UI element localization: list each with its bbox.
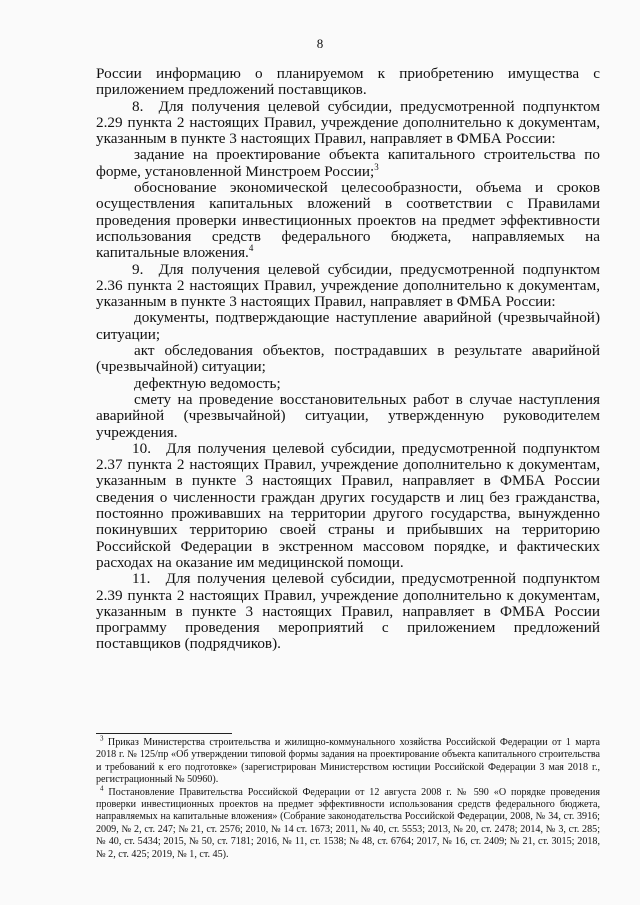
paragraph-emergency-documents: документы, подтверждающие наступление аварийной (чрезвычайной) ситуации; <box>96 309 600 343</box>
footnote-divider <box>96 733 232 734</box>
paragraph-8: 8. Для получения целевой субсидии, предусмотренной подпунктом 2.29 пункта 2 настоящих Правил, учреждение дополнительно к документам, указанным в пункте 3 настоящих Правил, направляет в ФМБА России: <box>96 97 600 148</box>
page-number: 8 <box>316 36 324 51</box>
paragraph-11: 11. Для получения целевой субсидии, предусмотренной подпунктом 2.39 пункта 2 настоящих Правил, учреждение дополнительно к документам, указанным в пункте 3 настоящих Правил, направляет в ФМБА России программу проведения мероприятий с приложением предложений поставщиков (подрядчиков). <box>96 570 600 653</box>
paragraph-9: 9. Для получения целевой субсидии, предусмотренной подпунктом 2.36 пункта 2 настоящих Правил, учреждение дополнительно к документам, указанным в пункте 3 настоящих Правил, направляет в ФМБА России: <box>96 260 600 311</box>
footnote-ref-3[interactable]: 3 <box>374 161 379 172</box>
footnote-mark: 3 <box>100 734 104 743</box>
paragraph-10: 10. Для получения целевой субсидии, предусмотренной подпунктом 2.37 пункта 2 настоящих Правил, учреждение дополнительно к документам, указанным в пункте 3 настоящих Правил, направляет в ФМБА России сведения о численности граждан других государств и лиц без гражданства, постоянно проживавших на территории другого государства, вынужденно покинувших территорию своей страны и прибывших на территорию Российской Федерации в экстренном массовом порядке, и фактических расходах на оказание им медицинской помощи. <box>96 439 600 571</box>
footnote-3: $^3$ Приказ Министерства строительства и жилищно-коммунального хозяйства Российской Федерации от 1 марта 2018 г. № 125/пр «Об утверждении типовой формы задания на проектирование объекта капитального строительства и требований к его подготовке» (зарегистрирован Министерством юстиции Российской Федерации 3 мая 2018 г., регистрационный № 50960). <box>96 734 600 786</box>
footnotes <box>96 734 600 861</box>
paragraph-repair-estimate: смету на проведение восстановительных работ в случае наступления аварийной (чрезвычайной) ситуации, утвержденную руководителем учреждения. <box>96 390 600 441</box>
footnote-mark: 4 <box>100 784 104 793</box>
paragraph-inspection-act: акт обследования объектов, пострадавших в результате аварийной (чрезвычайной) ситуации; <box>96 342 600 376</box>
footnote-ref-4[interactable]: 4 <box>248 243 254 254</box>
paragraph-economic-justification: обоснование экономической целесообразности, объема и сроков осуществления капитальных вложений в соответствии с Правилами проведения проверки инвестиционных проектов на предмет эффективности использования средств федерального бюджета, направляемых на капитальные вложения.$^4$ <box>96 179 600 262</box>
paragraph-defect-list: дефектную ведомость; <box>134 374 281 392</box>
footnote-4: $^4$ Постановление Правительства Российской Федерации от 12 августа 2008 г. № 590 «О порядке проведения проверки инвестиционных проектов на предмет эффективности использования средств федерального бюджета, направляемых на капитальные вложения» (Собрание законодательства Российской Федерации, 2008, № 34, ст. 3916; 2009, № 2, ст. 247; № 21, ст. 2576; 2010, № 14 ст. 1673; 2011, № 40, ст. 5553; 2013, № 20, ст. 2478; 2014, № 3, ст. 285; № 40, ст. 5434; 2015, № 50, ст. 7181; 2016, № 11, ст. 1538; № 48, ст. 6764; 2017, № 16, ст. 2409; № 21, ст. 3015; 2018, № 2, ст. 425; 2019, № 1, ст. 45). <box>96 784 600 860</box>
paragraph-continuation: России информацию о планируемом к приобретению имущества с приложением предложений поставщиков. <box>96 65 600 99</box>
paragraph-design-task: задание на проектирование объекта капитального строительства по форме, установленной Минстроем России;$^3$ <box>96 146 600 180</box>
document-body <box>96 66 600 653</box>
